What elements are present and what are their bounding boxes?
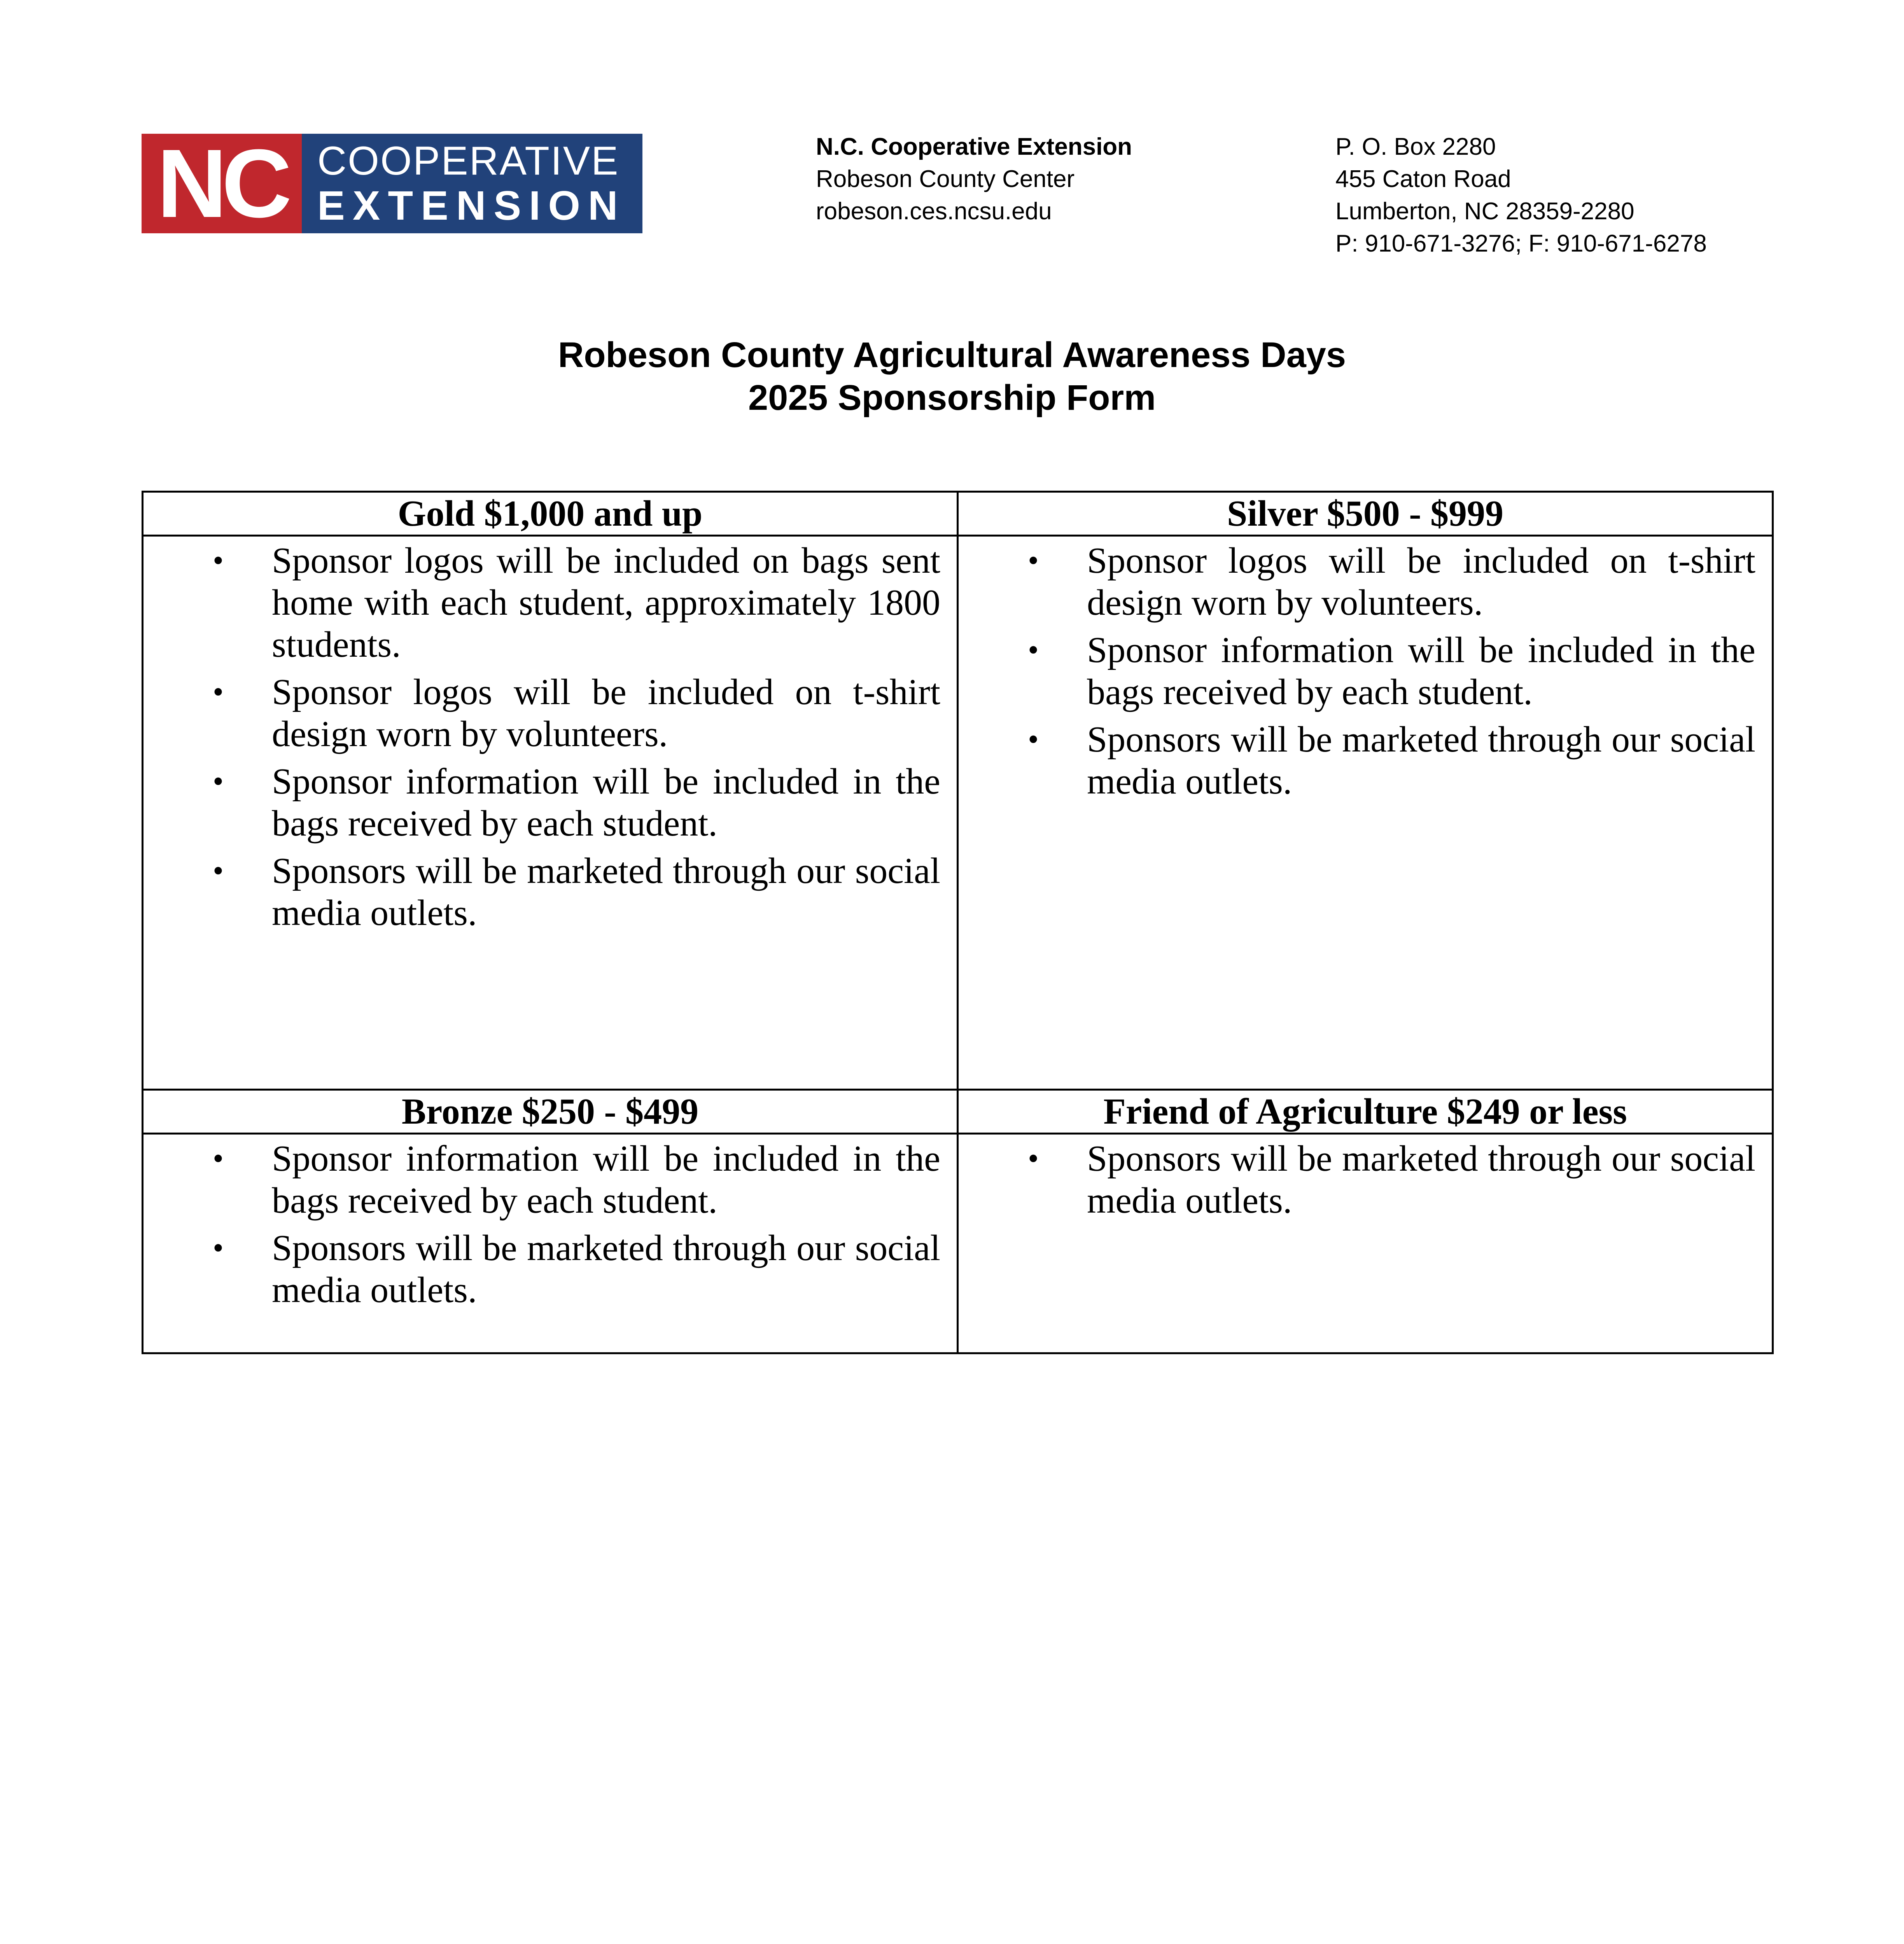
tier-header-row [143,1090,1773,1134]
benefit-item [144,671,940,755]
benefit-item [959,1138,1755,1222]
benefit-text: Sponsor logos will be included on t-shirt design worn by volunteers. [272,672,940,754]
benefit-list-silver [959,537,1772,802]
logo-nc-mark: NC [142,134,302,233]
benefit-text: Sponsors will be marketed through our social media outlets. [1087,719,1755,802]
tier-benefits-row [143,1134,1773,1353]
benefit-text: Sponsors will be marketed through our social media outlets. [272,1228,940,1310]
benefit-list-bronze [144,1135,957,1311]
benefit-text: Sponsor logos will be included on t-shirt design worn by volunteers. [1087,540,1755,623]
tier-benefits-silver [958,536,1773,1090]
benefit-item [144,1138,940,1222]
bullet-icon: • [213,764,224,799]
city-state-zip: Lumberton, NC 28359-2280 [1335,198,1634,225]
bullet-icon: • [1028,1142,1039,1176]
benefit-text: Sponsor information will be included in the bags received by each student. [272,1138,940,1221]
benefit-item [959,629,1755,713]
benefit-item [144,540,940,666]
tier-benefits-bronze [143,1134,958,1353]
title-line-event: Robeson County Agricultural Awareness Days [558,335,1346,375]
po-box: P. O. Box 2280 [1335,133,1496,160]
street-address: 455 Caton Road [1335,166,1511,192]
logo-word-cooperative: COOPERATIVE [317,138,620,184]
bullet-icon: • [1028,633,1039,667]
website-link[interactable]: robeson.ces.ncsu.edu [816,198,1052,225]
tier-benefits-row [143,536,1773,1090]
tier-heading-silver: Silver $500 - $999 [958,492,1773,536]
benefit-list-friend [959,1135,1772,1222]
document-title [0,334,1904,419]
tier-heading-friend: Friend of Agriculture $249 or less [958,1090,1773,1134]
benefit-list-gold [144,537,957,934]
title-line-form: 2025 Sponsorship Form [748,378,1156,418]
header-organization [816,131,1132,227]
benefit-text: Sponsor information will be included in the bags received by each student. [1087,630,1755,712]
benefit-item [959,540,1755,624]
bullet-icon: • [213,544,224,578]
tier-benefits-gold [143,536,958,1090]
benefit-item [144,1227,940,1311]
benefit-item [144,850,940,934]
bullet-icon: • [213,854,224,888]
header-address [1335,131,1707,260]
sponsorship-tiers-table [142,491,1774,1354]
benefit-item [144,760,940,844]
benefit-text: Sponsors will be marketed through our social media outlets. [1087,1138,1755,1221]
nc-cooperative-extension-logo [142,129,642,238]
bullet-icon: • [1028,722,1039,757]
tier-heading-bronze: Bronze $250 - $499 [143,1090,958,1134]
tier-benefits-friend [958,1134,1773,1353]
benefit-item [959,719,1755,802]
bullet-icon: • [213,1231,224,1265]
tier-heading-gold: Gold $1,000 and up [143,492,958,536]
bullet-icon: • [213,1142,224,1176]
logo-word-extension: EXTENSION [317,183,626,229]
logo-wordmark [302,134,642,233]
bullet-icon: • [1028,544,1039,578]
bullet-icon: • [213,675,224,709]
org-name: N.C. Cooperative Extension [816,133,1132,160]
benefit-text: Sponsor information will be included in the bags received by each student. [272,761,940,844]
benefit-text: Sponsor logos will be included on bags sent home with each student, approximately 1800 students. [272,540,940,665]
phone-fax: P: 910-671-3276; F: 910-671-6278 [1335,230,1707,257]
tier-header-row [143,492,1773,536]
benefit-text: Sponsors will be marketed through our social media outlets. [272,851,940,933]
center-name: Robeson County Center [816,166,1075,192]
